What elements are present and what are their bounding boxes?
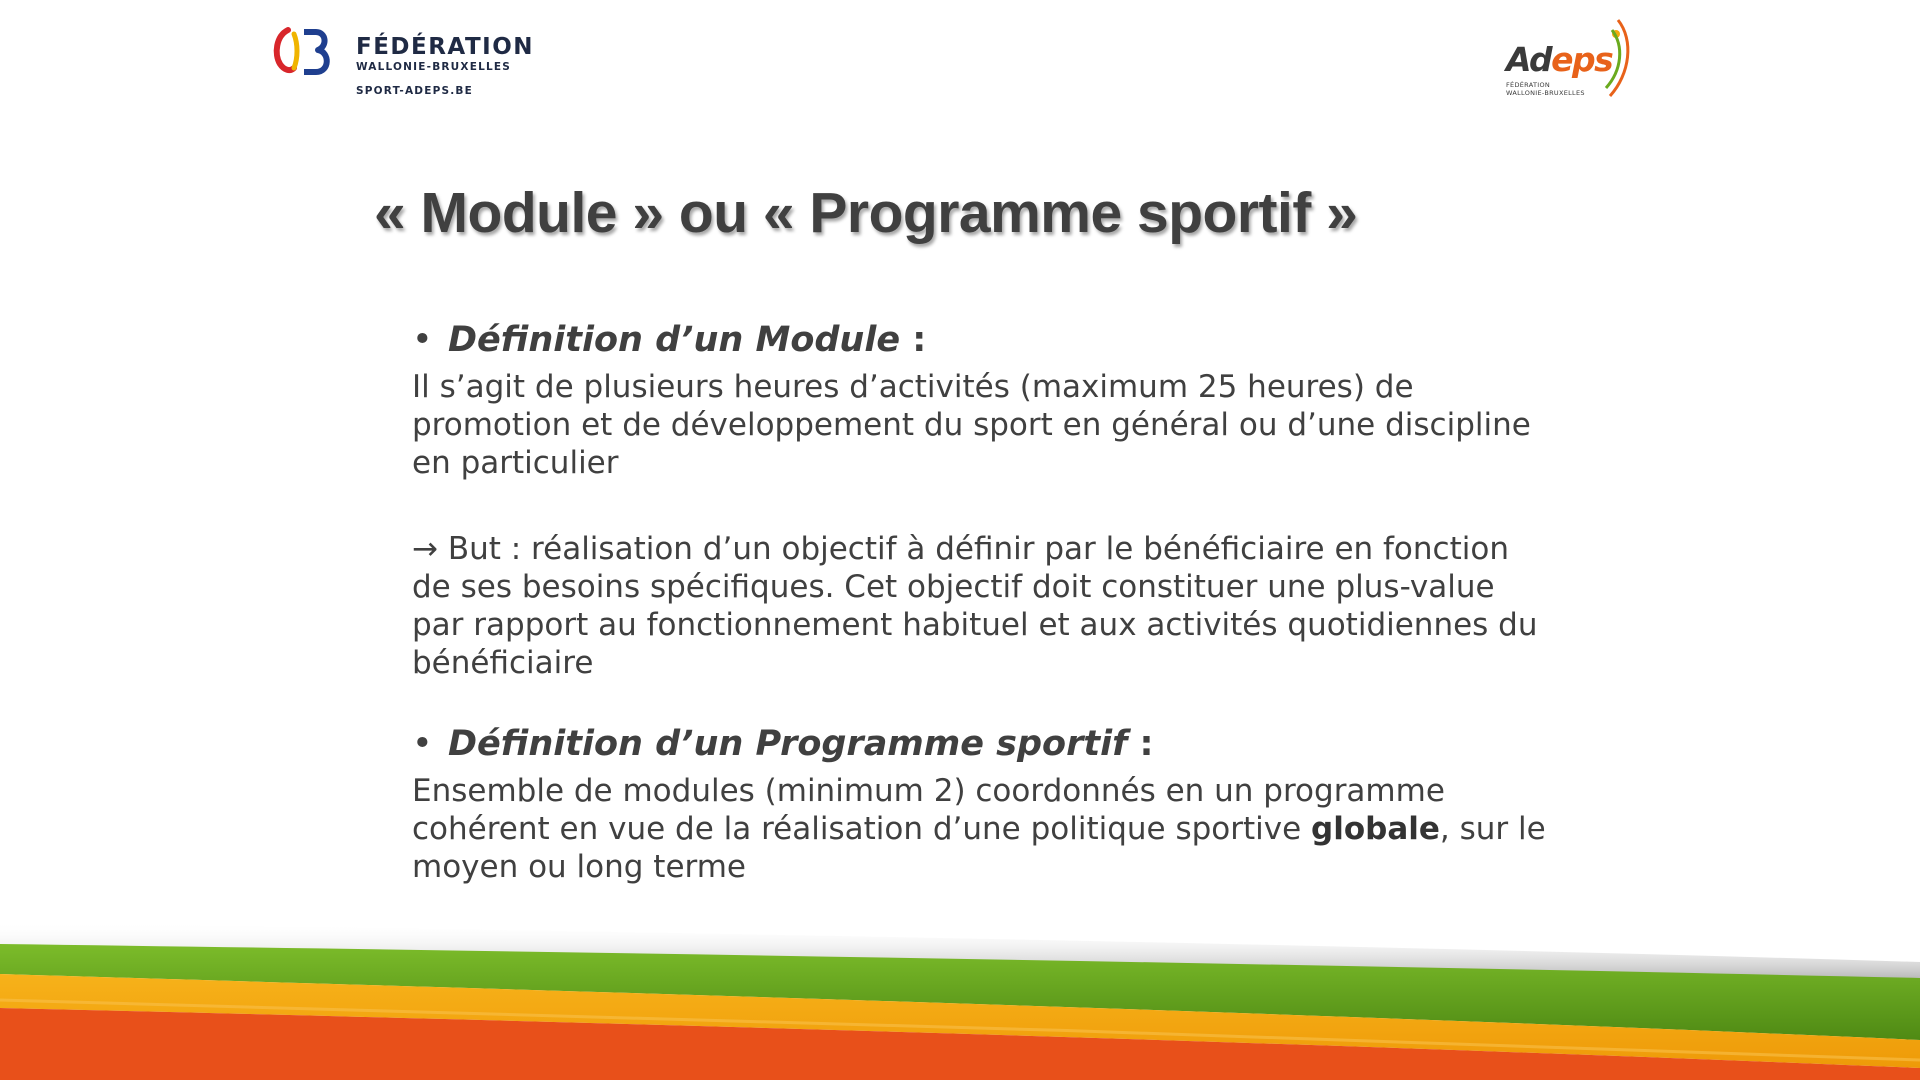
bullet-module-definition [412, 318, 1552, 362]
module-goal-paragraph [412, 530, 1552, 682]
bullet-dot: • [412, 320, 433, 360]
bullet-programme-definition [412, 722, 1552, 766]
programme-text-after: , sur le moyen ou long terme [412, 811, 1546, 885]
bullet-dot: • [412, 724, 433, 764]
adeps-subtitle-line2: WALLONIE-BRUXELLES [1506, 89, 1585, 97]
fwb-logo-website: SPORT-ADEPS.BE [356, 85, 474, 97]
fwb-emblem-icon [272, 24, 342, 84]
fwb-logo-line1: FÉDÉRATION [356, 34, 534, 60]
federation-wallonie-bruxelles-logo [272, 24, 532, 100]
module-goal-text: But : réalisation d’un objectif à définir par le bénéficiaire en fonction de ses besoins spécifiques. Cet objectif doit constituer une plus-value par rapport au fonctionnement habituel et aux activités quotidiennes du bénéficiaire [412, 531, 1538, 681]
adeps-subtitle [1506, 81, 1585, 97]
programme-definition-term: Définition d’un Programme sportif [448, 724, 1128, 764]
adeps-wordmark [1506, 42, 1612, 78]
adeps-wordmark-ad: Ad [1506, 40, 1552, 79]
module-definition-text: Il s’agit de plusieurs heures d’activités (maximum 25 heures) de promotion et de développement du sport en général ou d’une discipline en particulier [412, 369, 1531, 481]
slide-content [412, 318, 1552, 886]
module-definition-term: Définition d’un Module [448, 320, 901, 360]
bottom-color-stripes [0, 900, 1920, 1080]
adeps-logo [1500, 8, 1632, 104]
programme-definition-text [412, 772, 1552, 886]
adeps-subtitle-line1: FÉDÉRATION [1506, 81, 1551, 89]
programme-definition-colon: : [1127, 724, 1154, 764]
adeps-wordmark-eps: eps [1551, 40, 1613, 79]
slide-title: « Module » ou « Programme sportif » [374, 181, 1358, 245]
module-definition-colon: : [900, 320, 927, 360]
arrow-right-icon: → [412, 531, 438, 567]
fwb-logo-text [356, 34, 534, 98]
programme-text-bold: globale [1311, 811, 1440, 847]
programme-text-before: Ensemble de modules (minimum 2) coordonnés en un programme cohérent en vue de la réalisation d’une politique sportive [412, 773, 1445, 847]
fwb-logo-line2: WALLONIE-BRUXELLES [356, 61, 511, 73]
